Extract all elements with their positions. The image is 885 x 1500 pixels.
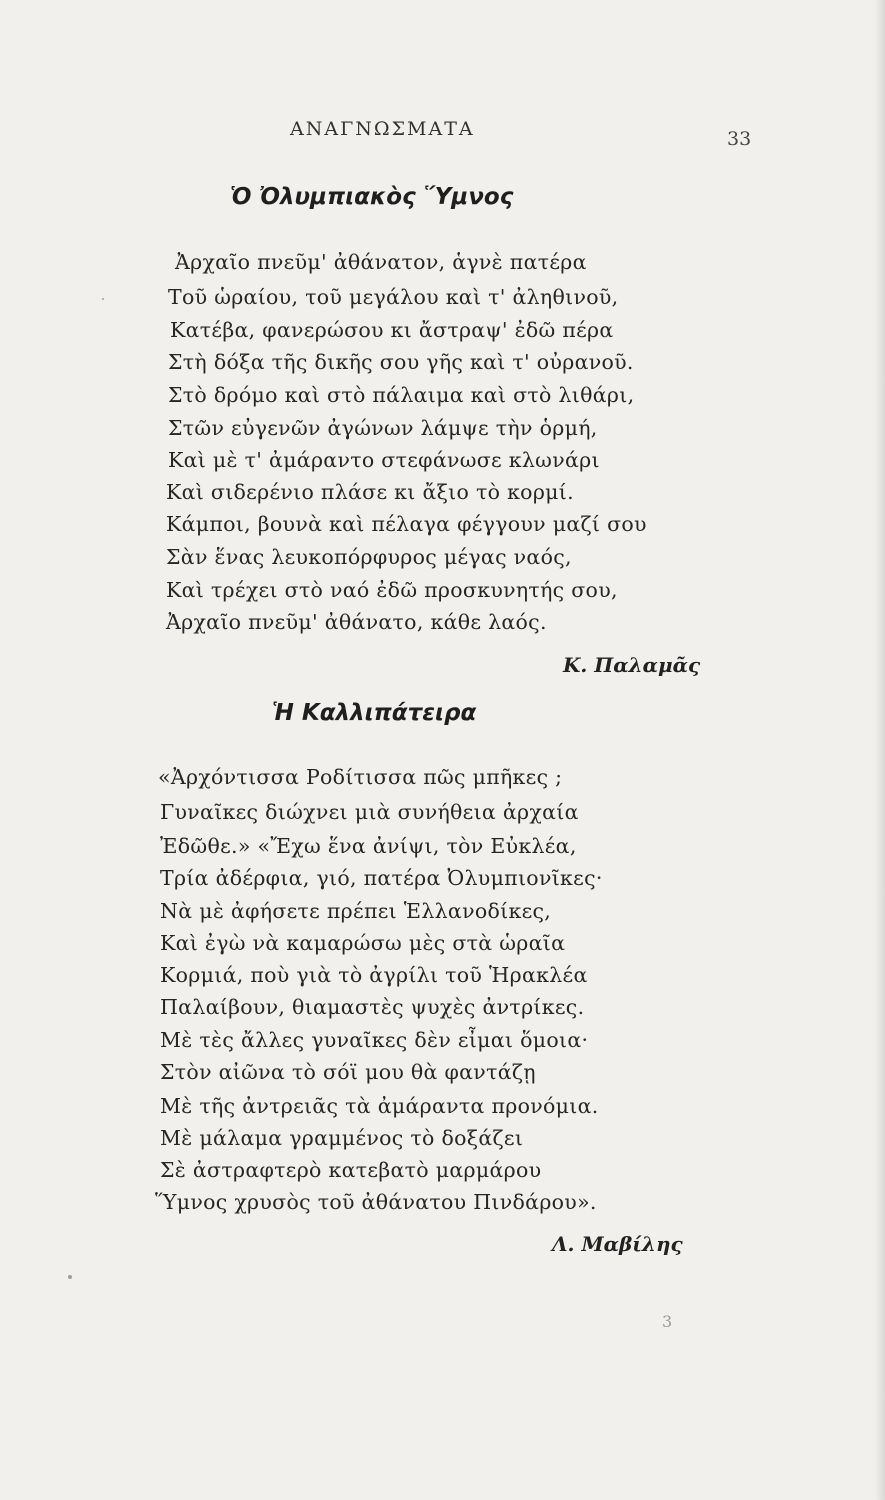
verse-line: Ἀρχαῖο πνεῦμ' ἀθάνατον, ἁγνὲ πατέρα [175, 250, 587, 274]
verse-line: Καὶ σιδερένιο πλάσε κι ἄξιο τὸ κορμί. [166, 480, 574, 504]
verse-line: Νὰ μὲ ἀφήσετε πρέπει Ἑλλανοδίκες, [160, 899, 552, 923]
verse-line: Σὲ ἀστραφτερὸ κατεβατὸ μαρμάρου [160, 1158, 542, 1182]
verse-line: Ἐδῶθε.» «Ἔχω ἕνα ἀνίψι, τὸν Εὐκλέα, [160, 834, 577, 858]
verse-line: Σὰν ἕνας λευκοπόρφυρος μέγας ναός, [166, 545, 572, 569]
author-signature-mavilis: Λ. Μαβίλης [552, 1232, 683, 1256]
printer-signature-mark: 3 [662, 1312, 673, 1331]
verse-line: Παλαίβουν, θιαμαστὲς ψυχὲς ἀντρίκες. [160, 995, 585, 1019]
page-number: 33 [727, 128, 752, 150]
verse-line: Κορμιά, ποὺ γιὰ τὸ ἀγρίλι τοῦ Ἡρακλέα [160, 963, 588, 987]
verse-line: Τοῦ ὡραίου, τοῦ μεγάλου καὶ τ' ἀληθινοῦ, [168, 285, 619, 309]
verse-line: Καὶ μὲ τ' ἀμάραντο στεφάνωσε κλωνάρι [168, 448, 600, 472]
verse-line: Μὲ μάλαμα γραμμένος τὸ δοξάζει [160, 1126, 524, 1150]
verse-line: Στῶν εὐγενῶν ἀγώνων λάμψε τὴν ὁρμή, [168, 416, 598, 440]
verse-line: Στὸν αἰῶνα τὸ σόϊ μου θὰ φαντάζῃ [160, 1060, 536, 1084]
verse-line: Στὸ δρόμο καὶ στὸ πάλαιμα καὶ στὸ λιθάρι, [168, 383, 635, 407]
verse-line: Ἀρχαῖο πνεῦμ' ἀθάνατο, κάθε λαός. [166, 610, 547, 634]
verse-line: Μὲ τὲς ἄλλες γυναῖκες δὲν εἶμαι ὅμοια· [160, 1028, 589, 1052]
verse-line: Στὴ δόξα τῆς δικῆς σου γῆς καὶ τ' οὐρανοῦ. [168, 350, 634, 374]
verse-line: Καὶ τρέχει στὸ ναό ἐδῶ προσκυνητής σου, [166, 578, 618, 602]
verse-line: Γυναῖκες διώχνει μιὰ συνήθεια ἀρχαία [160, 800, 579, 824]
paper-speck [102, 298, 104, 300]
verse-line: «Ἀρχόντισσα Ροδίτισσα πῶς μπῆκες ; [158, 765, 563, 789]
verse-line: Τρία ἀδέρφια, γιό, πατέρα Ὀλυμπιονῖκες· [160, 866, 603, 890]
verse-line: Ὕμνος χρυσὸς τοῦ ἀθάνατου Πινδάρου». [155, 1190, 597, 1214]
verse-line: Κάμποι, βουνὰ καὶ πέλαγα φέγγουν μαζί σου [166, 512, 647, 536]
verse-line: Κατέβα, φανερώσου κι ἄστραψ' ἐδῶ πέρα [170, 318, 614, 342]
paper-speck [68, 1275, 72, 1279]
poem-title-kallipateira: Ἡ Καλλιπάτειρα [272, 700, 477, 726]
author-signature-palamas: Κ. Παλαμᾶς [563, 653, 701, 677]
verse-line: Καὶ ἐγὼ νὰ καμαρώσω μὲς στὰ ὡραῖα [160, 931, 566, 955]
verse-line: Μὲ τῆς ἀντρειᾶς τὰ ἀμάραντα προνόμια. [160, 1094, 599, 1118]
page-edge [875, 0, 885, 1500]
running-title: ΑΝΑΓΝΩΣΜΑΤΑ [290, 118, 475, 140]
poem-title-olympic-hymn: Ὁ Ὀλυμπιακὸς Ὕμνος [230, 184, 514, 210]
